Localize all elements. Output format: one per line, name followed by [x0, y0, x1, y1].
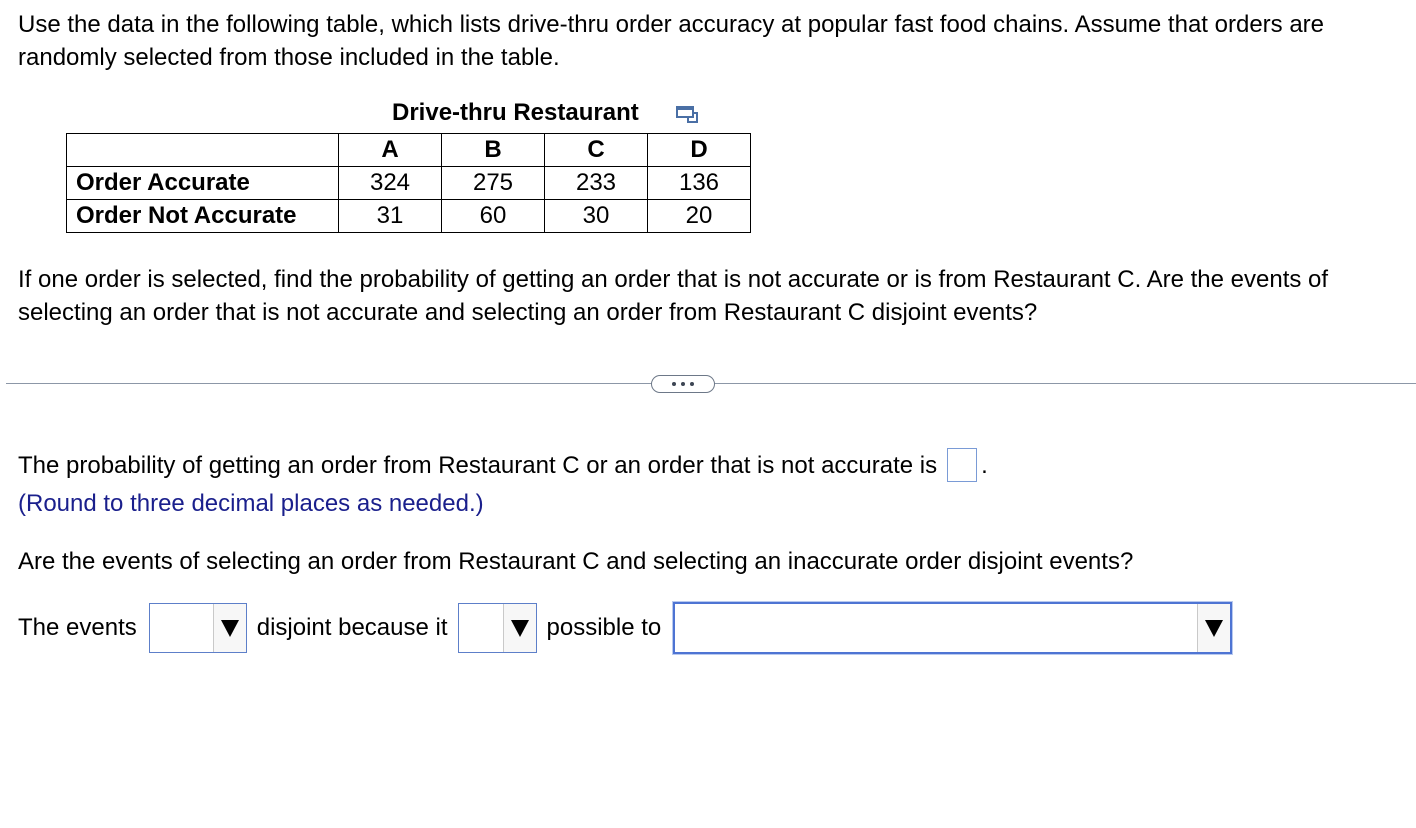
- answer-sentence: [18, 601, 1232, 655]
- chevron-down-icon: [503, 604, 536, 652]
- row-label: Order Accurate: [67, 167, 339, 200]
- table-row: [67, 200, 751, 233]
- show-more-button[interactable]: [651, 375, 715, 393]
- table-caption: Drive-thru Restaurant: [392, 99, 639, 126]
- table-row: [67, 167, 751, 200]
- table-cell: 275: [442, 167, 545, 200]
- are-are-not-dropdown[interactable]: [149, 603, 247, 653]
- table-cell: 233: [545, 167, 648, 200]
- table-corner-cell: [67, 134, 339, 167]
- reason-dropdown[interactable]: [673, 602, 1232, 654]
- column-header: B: [442, 134, 545, 167]
- chevron-down-icon: [1197, 604, 1230, 652]
- column-header: A: [339, 134, 442, 167]
- copy-icon[interactable]: [676, 105, 698, 125]
- answer-prompt: The probability of getting an order from Restaurant C or an order that is not accurate is: [18, 451, 938, 479]
- probability-answer-input[interactable]: [947, 448, 977, 482]
- chevron-down-icon: [213, 604, 246, 652]
- ellipsis-icon: [670, 382, 697, 386]
- sentence-part1: The events: [18, 614, 137, 641]
- intro-text: Use the data in the following table, which lists drive-thru order accuracy at popular fast food chains. Assume that orders are randomly selected from those included in the table.: [18, 11, 1325, 71]
- table-header-row: [67, 134, 751, 167]
- row-label: Order Not Accurate: [67, 200, 339, 233]
- is-is-not-dropdown[interactable]: [458, 603, 537, 653]
- answer-line: [18, 448, 988, 482]
- table-cell: 60: [442, 200, 545, 233]
- table-cell: 324: [339, 167, 442, 200]
- table-cell: 31: [339, 200, 442, 233]
- question2-text: Are the events of selecting an order from Restaurant C and selecting an inaccurate order disjoint events?: [18, 548, 1134, 575]
- sentence-part3: possible to: [546, 614, 662, 641]
- data-table: [66, 133, 751, 233]
- rounding-hint: (Round to three decimal places as needed.): [18, 490, 484, 517]
- column-header: D: [648, 134, 751, 167]
- question-text: If one order is selected, find the probability of getting an order that is not accurate or is from Restaurant C. Are the events of selecting an order that is not accurate and selecting an order from Restaurant C disjoint events?: [18, 266, 1329, 326]
- table-cell: 20: [648, 200, 751, 233]
- column-header: C: [545, 134, 648, 167]
- answer-suffix: .: [981, 451, 988, 479]
- sentence-part2: disjoint because it: [256, 614, 448, 641]
- table-cell: 136: [648, 167, 751, 200]
- table-cell: 30: [545, 200, 648, 233]
